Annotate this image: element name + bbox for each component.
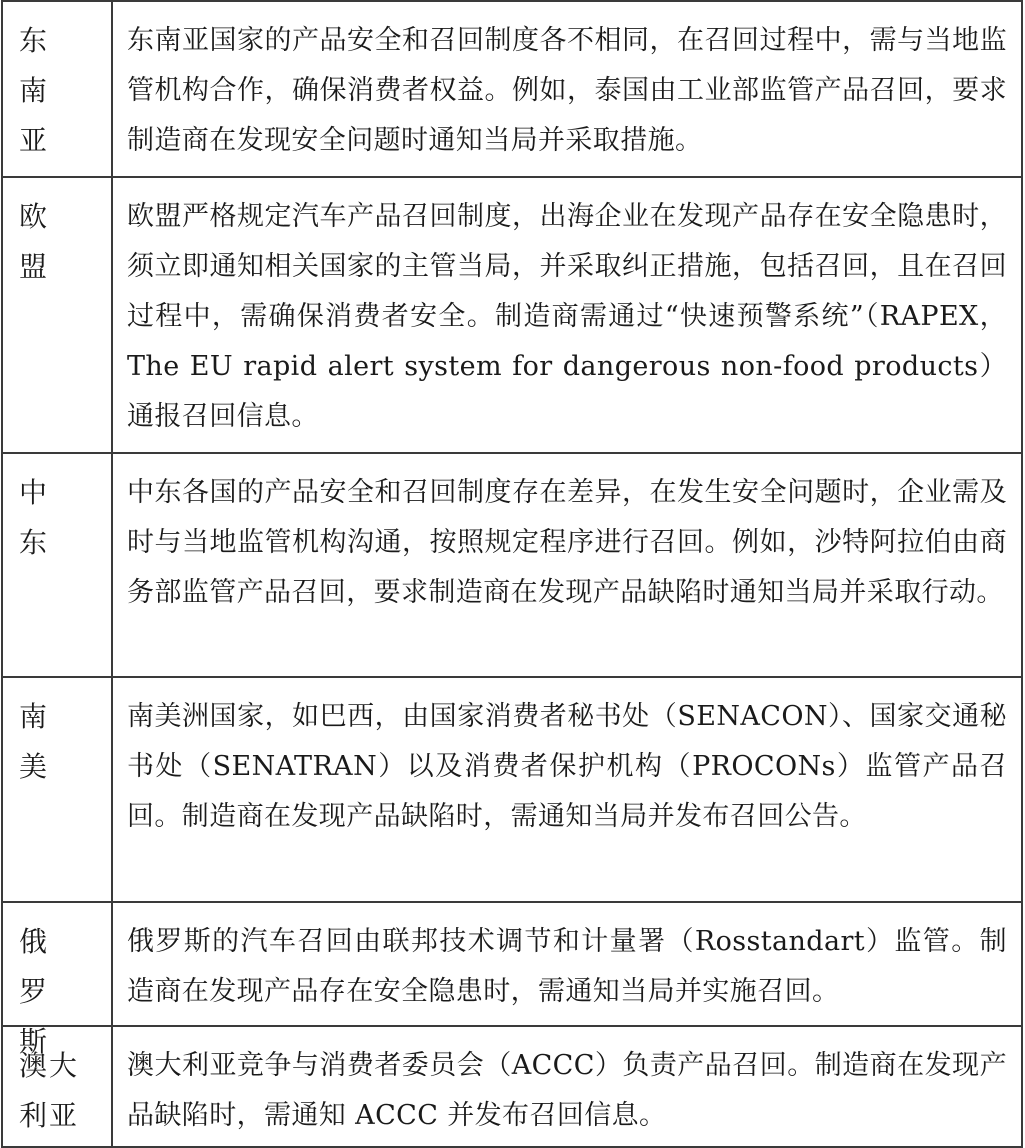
- region-cell: 中东: [3, 454, 113, 676]
- description-cell: 俄罗斯的汽车召回由联邦技术调节和计量署（Rosstandart）监管。制造商在发现产品存在安全隐患时，需通知当局并实施召回。: [127, 926, 1007, 1007]
- description-cell: 澳大利亚竞争与消费者委员会（ACCC）负责产品召回。制造商在发现产品缺陷时，需通知 ACCC 并发布召回信息。: [127, 1050, 1007, 1131]
- table-row: [3, 452, 1021, 676]
- region-cell: 欧盟: [3, 178, 113, 452]
- table-row: [3, 676, 1021, 901]
- description-cell: 南美洲国家，如巴西，由国家消费者秘书处（SENACON）、国家交通秘书处（SENATRAN）以及消费者保护机构（PROCONs）监管产品召回。制造商在发现产品缺陷时，需通知当局并发布召回公告。: [127, 701, 1007, 832]
- table-row: [3, 901, 1021, 1058]
- description-cell: 东南亚国家的产品安全和召回制度各不相同，在召回过程中，需与当地监管机构合作，确保消费者权益。例如，泰国由工业部监管产品召回，要求制造商在发现安全问题时通知当局并采取措施。: [127, 25, 1007, 156]
- region-cell: 南美: [3, 678, 113, 901]
- description-cell: 中东各国的产品安全和召回制度存在差异，在发生安全问题时，企业需及时与当地监管机构沟通，按照规定程序进行召回。例如，沙特阿拉伯由商务部监管产品召回，要求制造商在发现产品缺陷时通知当局并采取行动。: [127, 477, 1007, 608]
- region-cell: 俄罗斯: [3, 903, 113, 1025]
- recall-regulations-table: [1, 0, 1023, 1148]
- table-row: [3, 1025, 1021, 1146]
- region-cell: 澳大利亚: [3, 1027, 113, 1146]
- region-cell: 东南亚: [3, 2, 113, 176]
- table-row: [3, 2, 1021, 176]
- table-row: [3, 176, 1021, 452]
- description-cell: 欧盟严格规定汽车产品召回制度，出海企业在发现产品存在安全隐患时，须立即通知相关国家的主管当局，并采取纠正措施，包括召回，且在召回过程中，需确保消费者安全。制造商需通过“快速预警系统”（RAPEX，The EU rapid alert system for dangerous non-food products）通报召回信息。: [127, 201, 1007, 432]
